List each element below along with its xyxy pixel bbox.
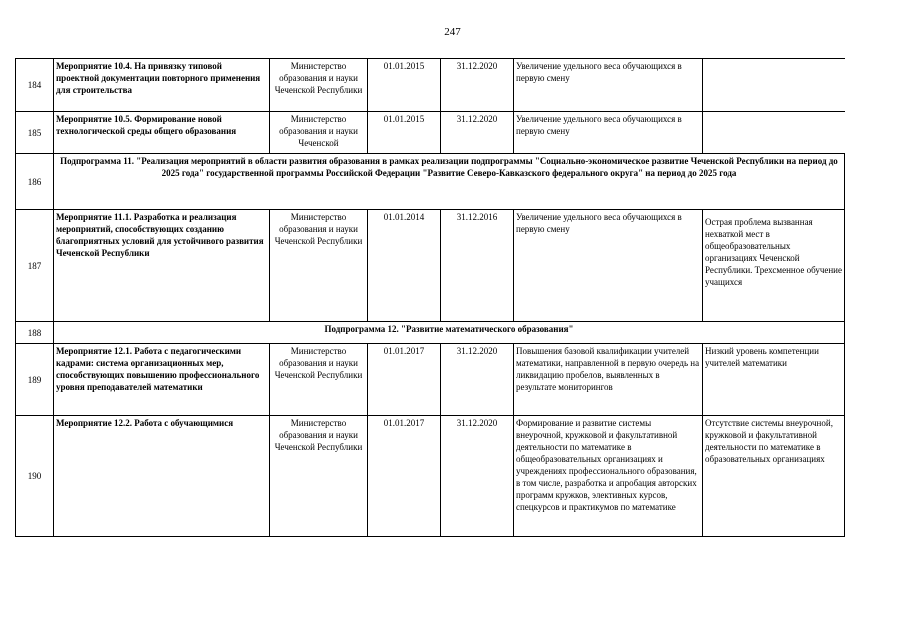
start-date: 01.01.2015 — [368, 112, 441, 154]
row-number: 184 — [16, 59, 54, 112]
end-date: 31.12.2020 — [441, 112, 514, 154]
end-date: 31.12.2016 — [441, 210, 514, 322]
problem-description — [703, 59, 845, 112]
activity-name: Мероприятие 12.1. Работа с педагогическими кадрами: система организационных мер, способствующих повышению профессионального уровня преподавателей математики — [54, 344, 270, 416]
problem-description: Низкий уровень компетенции учителей математики — [703, 344, 845, 416]
executor: Министерство образования и науки Чеченской — [270, 112, 368, 154]
subprogram-title: Подпрограмма 11. "Реализация мероприятий в области развития образования в рамках реализации подпрограммы "Социально-экономическое развитие Чеченской Республики на период до 2025 года" государственной программы Российской Федерации "Развитие Северо-Кавказского федерального округа" на период до 2025 года — [54, 154, 845, 210]
table-row — [16, 416, 845, 537]
row-number: 187 — [16, 210, 54, 322]
executor: Министерство образования и науки Чеченской Республики — [270, 344, 368, 416]
activity-name: Мероприятие 11.1. Разработка и реализация мероприятий, способствующих созданию благоприятных условий для устойчивого развития Чеченской Республики — [54, 210, 270, 322]
expected-result: Увеличение удельного веса обучающихся в первую смену — [514, 59, 703, 112]
subprogram-row — [16, 322, 845, 344]
end-date: 31.12.2020 — [441, 416, 514, 537]
table-row — [16, 210, 845, 322]
row-number: 185 — [16, 112, 54, 154]
table-row — [16, 59, 845, 112]
subprogram-row — [16, 154, 845, 210]
row-number: 186 — [16, 154, 54, 210]
start-date: 01.01.2015 — [368, 59, 441, 112]
problem-description: Острая проблема вызванная нехваткой мест в общеобразовательных организациях Чеченской Республики. Трехсменное обучение учащихся — [703, 210, 845, 322]
start-date: 01.01.2014 — [368, 210, 441, 322]
end-date: 31.12.2020 — [441, 344, 514, 416]
activity-name: Мероприятие 10.5. Формирование новой технологической среды общего образования — [54, 112, 270, 154]
row-number: 190 — [16, 416, 54, 537]
page-number: 247 — [444, 26, 461, 38]
activity-name: Мероприятие 12.2. Работа с обучающимися — [54, 416, 270, 537]
executor: Министерство образования и науки Чеченской Республики — [270, 59, 368, 112]
expected-result: Увеличение удельного веса обучающихся в первую смену — [514, 112, 703, 154]
executor: Министерство образования и науки Чеченской Республики — [270, 416, 368, 537]
expected-result: Повышения базовой квалификации учителей математики, направленной в первую очередь на ликвидацию пробелов, выявленных в результате мониторингов — [514, 344, 703, 416]
subprogram-title: Подпрограмма 12. "Развитие математического образования" — [54, 322, 845, 344]
expected-result: Увеличение удельного веса обучающихся в первую смену — [514, 210, 703, 322]
problem-description — [703, 112, 845, 154]
activity-name: Мероприятие 10.4. На привязку типовой проектной документации повторного применения для строительства — [54, 59, 270, 112]
table-row — [16, 344, 845, 416]
row-number: 188 — [16, 322, 54, 344]
executor: Министерство образования и науки Чеченской Республики — [270, 210, 368, 322]
program-table — [15, 58, 845, 537]
problem-description: Отсутствие системы внеурочной, кружковой и факультативной деятельности по математике в образовательных организациях — [703, 416, 845, 537]
end-date: 31.12.2020 — [441, 59, 514, 112]
row-number: 189 — [16, 344, 54, 416]
start-date: 01.01.2017 — [368, 344, 441, 416]
table-row — [16, 112, 845, 154]
expected-result: Формирование и развитие системы внеурочной, кружковой и факультативной деятельности по математике в общеобразовательных организациях и учреждениях профессионального образования, в том числе, разработка и апробация авторских программ кружков, элективных курсов, спецкурсов и практикумов по математике — [514, 416, 703, 537]
start-date: 01.01.2017 — [368, 416, 441, 537]
